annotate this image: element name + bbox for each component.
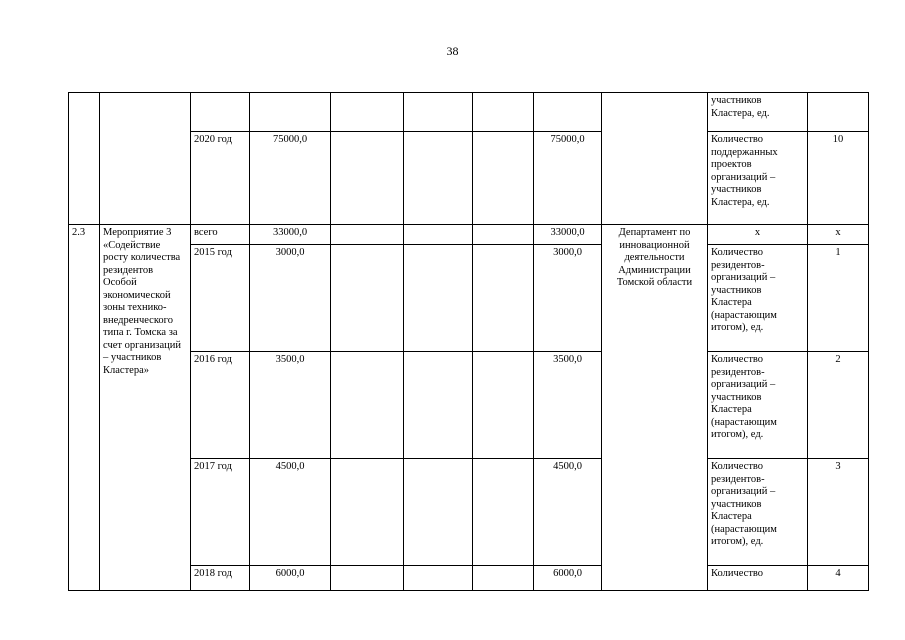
cell-col7: [473, 93, 534, 132]
cell-value: 3: [808, 459, 869, 566]
cell-col7: [473, 225, 534, 245]
cell-value: [808, 93, 869, 132]
cell-indicator: участников Кластера, ед.: [708, 93, 808, 132]
cell-regional: 3000,0: [534, 245, 602, 352]
cell-col7: [473, 352, 534, 459]
cell-regional: 33000,0: [534, 225, 602, 245]
cell-regional: 4500,0: [534, 459, 602, 566]
cell-indicator: Количество резидентов-организаций – участников Кластера (нарастающим итогом), ед.: [708, 459, 808, 566]
cell-col6: [404, 566, 473, 591]
cell-year: 2017 год: [191, 459, 250, 566]
cell-total: 4500,0: [250, 459, 331, 566]
cell-col6: [404, 132, 473, 225]
cell-year: 2018 год: [191, 566, 250, 591]
cell-value: 1: [808, 245, 869, 352]
cell-year: [191, 93, 250, 132]
cell-executor: Департамент по инновационной деятельности Администрации Томской области: [602, 225, 708, 591]
cell-federal: [331, 352, 404, 459]
cell-value: 10: [808, 132, 869, 225]
cell-col6: [404, 93, 473, 132]
program-table: [68, 92, 869, 591]
cell-total: 6000,0: [250, 566, 331, 591]
cell-regional: 75000,0: [534, 132, 602, 225]
cell-total: 75000,0: [250, 132, 331, 225]
cell-regional: [534, 93, 602, 132]
cell-executor: [602, 93, 708, 225]
cell-col7: [473, 566, 534, 591]
cell-col7: [473, 459, 534, 566]
cell-indicator: Количество поддержанных проектов организаций – участников Кластера, ед.: [708, 132, 808, 225]
table-row: [69, 93, 869, 132]
cell-year: 2016 год: [191, 352, 250, 459]
table-row: [69, 225, 869, 245]
cell-year: 2020 год: [191, 132, 250, 225]
cell-col6: [404, 459, 473, 566]
cell-col7: [473, 132, 534, 225]
cell-col7: [473, 245, 534, 352]
cell-code: 2.3: [69, 225, 100, 591]
cell-federal: [331, 459, 404, 566]
cell-federal: [331, 93, 404, 132]
cell-indicator: Количество резидентов-организаций – участников Кластера (нарастающим итогом), ед.: [708, 245, 808, 352]
cell-total: 33000,0: [250, 225, 331, 245]
cell-col6: [404, 225, 473, 245]
cell-federal: [331, 245, 404, 352]
cell-name: Мероприятие 3 «Содействие росту количества резидентов Особой экономической зоны технико-внедренческого типа г. Томска за счет организаций – участников Кластера»: [100, 225, 191, 591]
cell-indicator: х: [708, 225, 808, 245]
page-number: 38: [446, 44, 459, 58]
cell-name: [100, 93, 191, 225]
cell-indicator: Количество: [708, 566, 808, 591]
cell-total: [250, 93, 331, 132]
cell-year: всего: [191, 225, 250, 245]
cell-federal: [331, 566, 404, 591]
cell-total: 3000,0: [250, 245, 331, 352]
cell-indicator: Количество резидентов-организаций – участников Кластера (нарастающим итогом), ед.: [708, 352, 808, 459]
cell-total: 3500,0: [250, 352, 331, 459]
cell-regional: 6000,0: [534, 566, 602, 591]
cell-regional: 3500,0: [534, 352, 602, 459]
cell-col6: [404, 352, 473, 459]
cell-federal: [331, 225, 404, 245]
cell-federal: [331, 132, 404, 225]
cell-year: 2015 год: [191, 245, 250, 352]
cell-col6: [404, 245, 473, 352]
cell-code: [69, 93, 100, 225]
cell-value: 2: [808, 352, 869, 459]
cell-value: 4: [808, 566, 869, 591]
cell-value: х: [808, 225, 869, 245]
